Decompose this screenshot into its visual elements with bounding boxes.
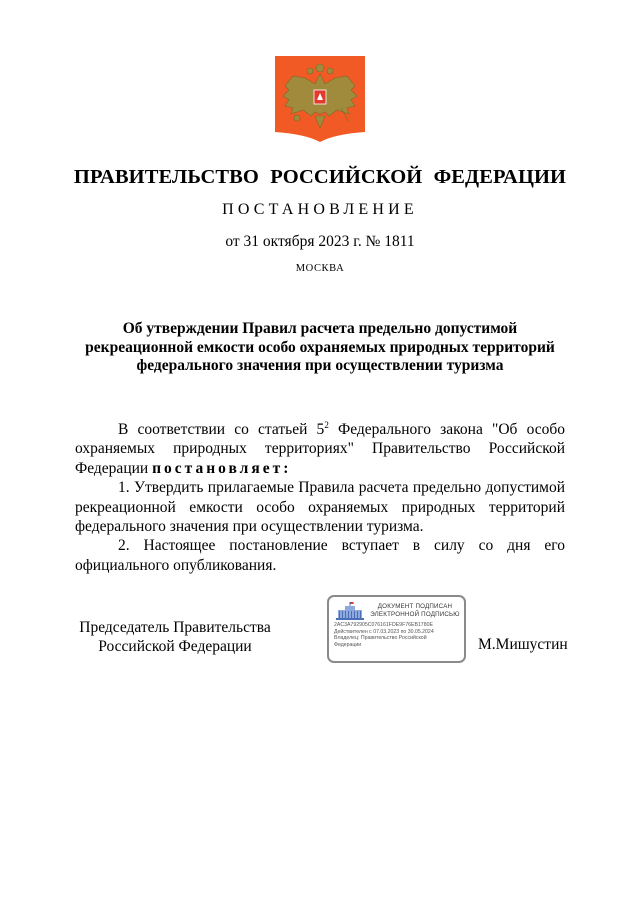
- document-subject: [80, 320, 560, 376]
- article-superscript: 2: [324, 420, 329, 430]
- certificate-validity: Действителен с 07.03.2023 по 30.05.2024: [334, 628, 434, 635]
- stamp-heading-line: ЭЛЕКТРОННОЙ ПОДПИСЬЮ: [370, 611, 460, 618]
- document-date-number: от 31 октября 2023 г. № 1811: [225, 233, 415, 250]
- city: МОСКВА: [295, 263, 345, 274]
- signer-title-line: Российской Федерации: [98, 638, 252, 655]
- government-building-icon: [334, 601, 366, 621]
- government-title: ПРАВИТЕЛЬСТВО РОССИЙСКОЙ ФЕДЕРАЦИИ: [73, 166, 567, 188]
- subject-line: рекреационной емкости особо охраняемых природных территорий: [85, 338, 555, 356]
- stamp-details: [334, 622, 462, 648]
- item-paragraph: 1. Утвердить прилагаемые Правила расчета предельно допустимой рекреационной емкости особо охраняемых природных территорий федерального значения при осуществлении туризма.: [75, 479, 565, 536]
- certificate-owner: Федерации: [334, 641, 362, 648]
- document-type: ПОСТАНОВЛЕНИЕ: [222, 201, 418, 218]
- preamble-text: В соответствии со статьей 5: [118, 421, 325, 438]
- signer-title-line: Председатель Правительства: [79, 619, 271, 636]
- stamp-heading: [369, 603, 461, 619]
- coat-of-arms-icon: [275, 56, 365, 142]
- document-body: [75, 420, 565, 575]
- stamp-heading-line: ДОКУМЕНТ ПОДПИСАН: [377, 603, 453, 610]
- signer-title: [70, 618, 280, 656]
- certificate-owner: Владелец: Правительство Российской: [334, 635, 427, 642]
- item-paragraph: 2. Настоящее постановление вступает в силу со дня его официального опубликования.: [75, 537, 565, 574]
- certificate-number: 2AC3A792905C076161FDE9F76EB1780E: [334, 622, 433, 628]
- signer-name: М.Мишустин: [478, 636, 568, 653]
- electronic-signature-stamp: [327, 595, 466, 663]
- subject-line: Об утверждении Правил расчета предельно допустимой: [122, 320, 518, 337]
- preamble-text: Федерального закона "Об особо охраняемых природных территориях" Правительство Российской Федерации: [75, 421, 565, 477]
- preamble-paragraph: [75, 420, 565, 478]
- decree-word: постановляет:: [152, 459, 292, 477]
- subject-line: федерального значения при осуществлении туризма: [136, 357, 504, 374]
